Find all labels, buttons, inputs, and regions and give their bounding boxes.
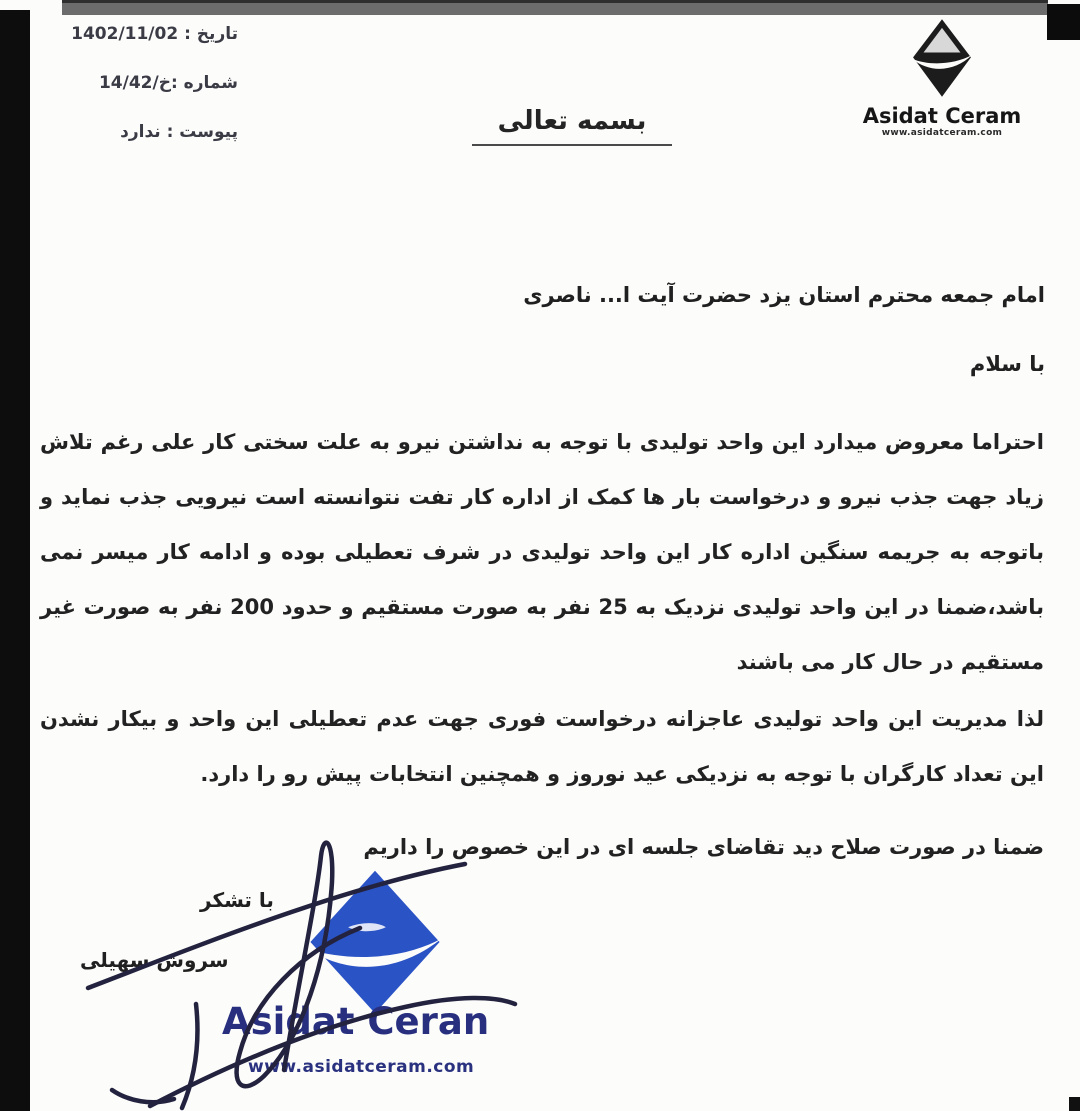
- salutation-line: با سلام: [969, 352, 1045, 376]
- stamp-website: www.asidatceram.com: [248, 1057, 475, 1077]
- stamp-diamond-icon: [306, 868, 444, 1016]
- letterhead-company-name: Asidat Ceram: [862, 104, 1022, 128]
- closing-thanks: با تشکر: [200, 888, 274, 912]
- scan-edge-right: [1047, 4, 1080, 40]
- letter-meta-block: [58, 24, 238, 171]
- meta-number: شماره :خ/14/42: [98, 73, 238, 93]
- meta-attachment: پیوست : ندارد: [120, 122, 238, 142]
- meta-date: تاریخ : 1402/11/02: [71, 24, 238, 44]
- company-diamond-logo-icon: [911, 83, 973, 102]
- stamp-company-name: Asidat Ceran: [222, 1000, 490, 1043]
- body-paragraph-1: احتراما معروض میدارد این واحد تولیدی با توجه به نداشتن نیرو به علت سختی کار علی رغم تلاش زیاد جهت جذب نیرو و درخواست بار ها کمک از اداره کار تفت نتوانسته است نیرویی جذب نماید و باتوجه به جریمه سنگین اداره کار این واحد تولیدی در شرف تعطیلی بوده و ادامه کار میسر نمی باشد،ضمنا در این واحد تولیدی نزدیک به 25 نفر به صورت مستقیم و حدود 200 نفر به صورت غیر مستقیم در حال کار می باشند: [40, 430, 1045, 674]
- scan-edge-left: [0, 10, 30, 1111]
- besmele-heading: بسمه تعالی: [472, 106, 672, 146]
- body-paragraph-3: ضمنا در صورت صلاح دید تقاضای جلسه ای در این خصوص را داریم: [363, 835, 1044, 859]
- scan-edge-top: [62, 0, 1048, 15]
- signer-name: سروش سهیلی: [80, 948, 229, 972]
- scan-corner-bottom-right: [1069, 1097, 1080, 1111]
- letterhead-website: www.asidatceram.com: [881, 128, 1003, 138]
- recipient-line: امام جمعه محترم استان یزد حضرت آیت ا... ناصری: [523, 283, 1045, 307]
- body-paragraph-2: لذا مدیریت این واحد تولیدی عاجزانه درخواست فوری جهت عدم تعطیلی این واحد و بیکار نشدن این تعداد کارگران با توجه به نزدیکی عید نوروز و همچنین انتخابات پیش رو را دارد.: [40, 707, 1044, 786]
- letterhead-logo: [852, 18, 1032, 138]
